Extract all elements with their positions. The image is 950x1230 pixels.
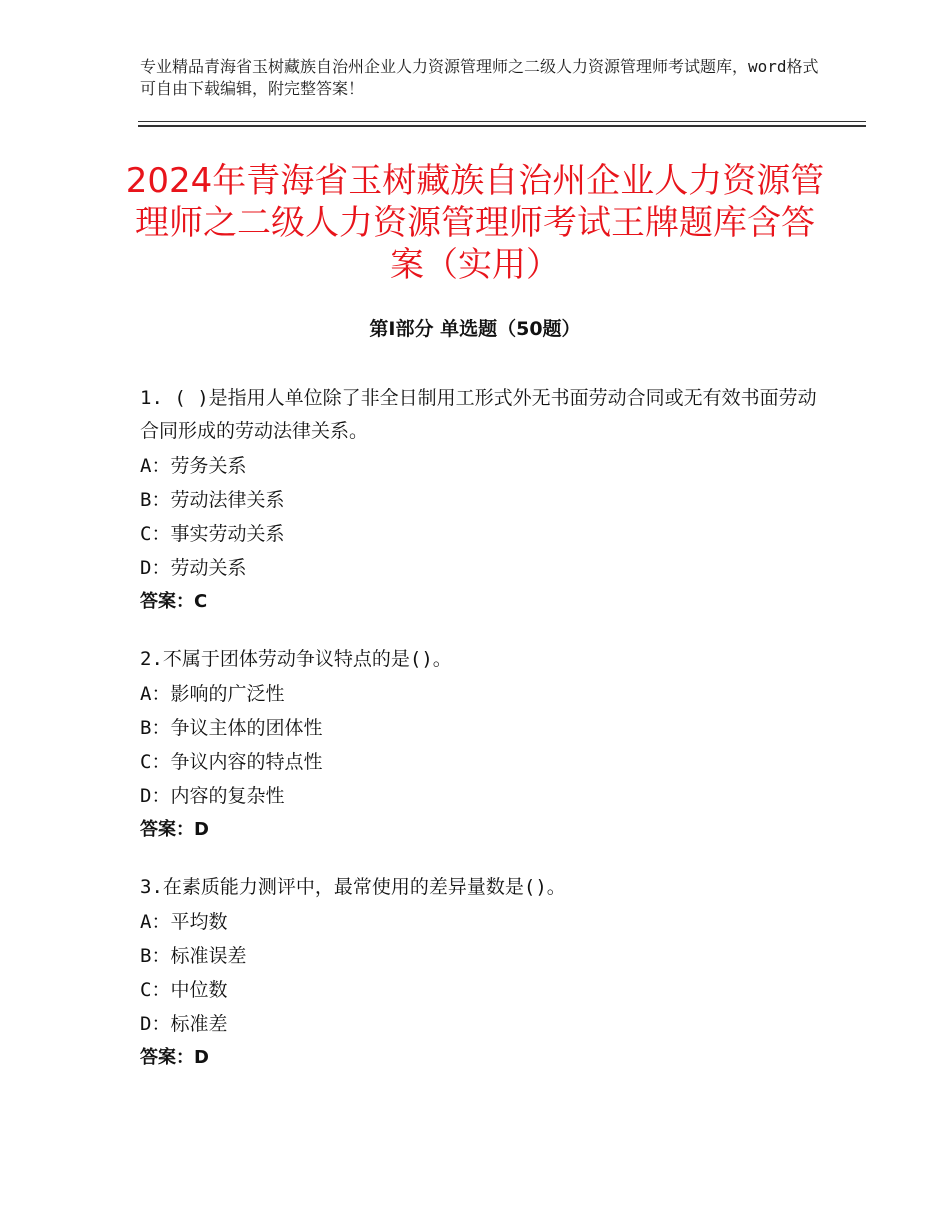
- option-a: A：劳务关系: [140, 455, 247, 477]
- section-heading: 第Ⅰ部分 单选题（50题）: [369, 318, 581, 340]
- option-d: D：劳动关系: [140, 557, 247, 579]
- option-b: B：标准误差: [140, 945, 247, 967]
- option-d: D：内容的复杂性: [140, 785, 285, 807]
- question-stem: 3.在素质能力测评中，最常使用的差异量数是()。: [140, 876, 566, 898]
- option-a: A：平均数: [140, 911, 228, 933]
- option-a: A：影响的广泛性: [140, 683, 285, 705]
- question-stem: 1. ( )是指用人单位除了非全日制用工形式外无书面劳动合同或无有效书面劳动合同形成的劳动法律关系。: [140, 387, 817, 442]
- option-c: C：争议内容的特点性: [140, 751, 323, 773]
- question-stem: 2.不属于团体劳动争议特点的是()。: [140, 648, 452, 670]
- option-b: B：争议主体的团体性: [140, 717, 323, 739]
- answer: 答案：D: [140, 1047, 209, 1068]
- option-d: D：标准差: [140, 1013, 228, 1035]
- option-c: C：中位数: [140, 979, 228, 1001]
- question-1: [140, 382, 820, 619]
- question-2: [140, 643, 820, 847]
- document-title: 2024年青海省玉树藏族自治州企业人力资源管理师之二级人力资源管理师考试王牌题库含答案（实用）: [125, 161, 825, 285]
- question-3: [140, 871, 820, 1075]
- answer: 答案：D: [140, 819, 209, 840]
- header-divider-thin: [138, 121, 866, 122]
- answer: 答案：C: [140, 591, 208, 612]
- option-b: B：劳动法律关系: [140, 489, 285, 511]
- question-list: [140, 382, 820, 1099]
- header-note: 专业精品青海省玉树藏族自治州企业人力资源管理师之二级人力资源管理师考试题库，word格式可自由下载编辑，附完整答案！: [140, 57, 819, 98]
- header-divider-thick: [138, 125, 866, 127]
- option-c: C：事实劳动关系: [140, 523, 285, 545]
